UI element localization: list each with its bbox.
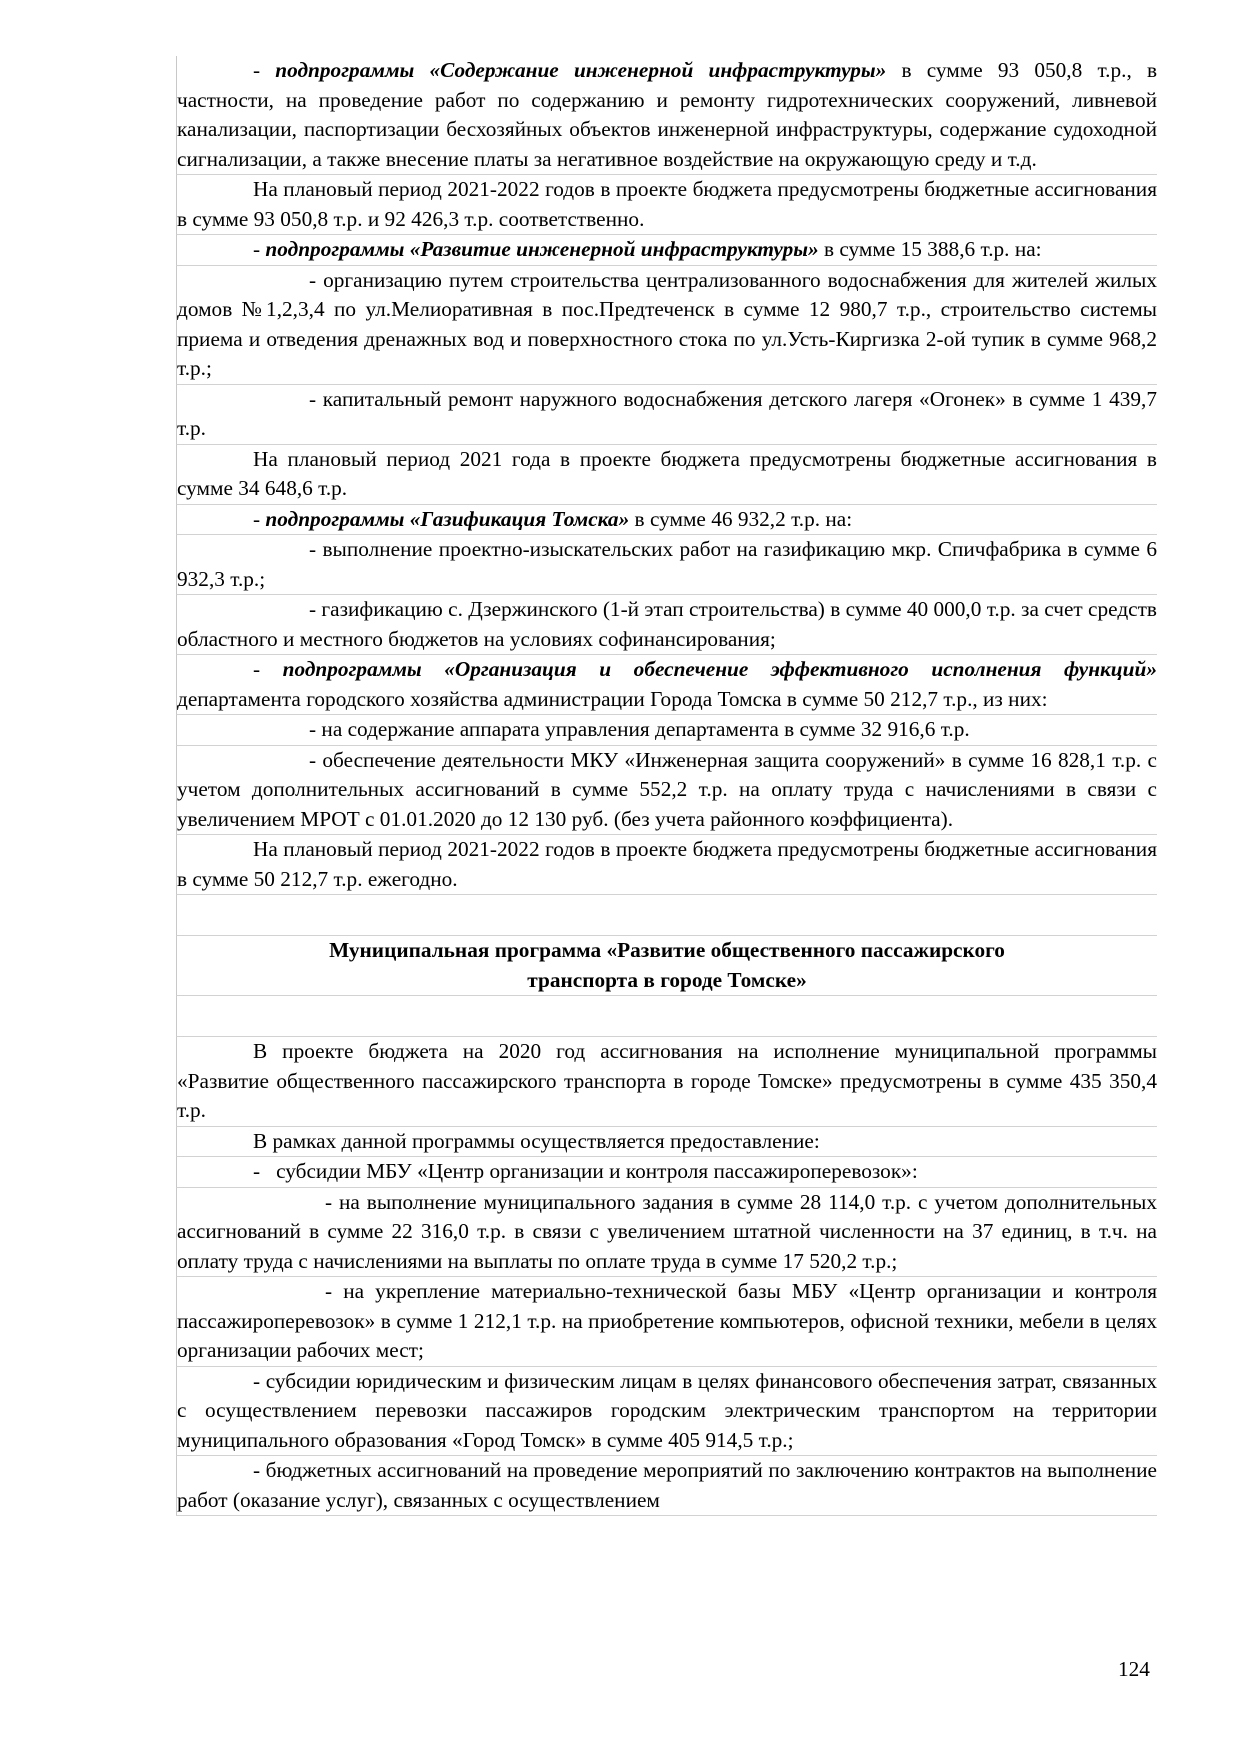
blank-line <box>176 895 1157 936</box>
paragraph-text: в сумме 15 388,6 т.р. на: <box>818 237 1042 261</box>
list-item-subsidy-mbu: - субсидии МБУ «Центр организации и контроля пассажироперевозок»: <box>176 1157 1157 1188</box>
paragraph-subprogram-maintenance <box>176 56 1157 175</box>
paragraph-program-scope: В рамках данной программы осуществляется предоставление: <box>176 1127 1157 1158</box>
paragraph-subprogram-gasification <box>176 505 1157 536</box>
paragraph-text: в сумме 93 050,8 т.р., в частности, на проведение работ по содержанию и ремонту гидротехнических сооружений, ливневой канализации, паспортизации бесхозяйных объектов инженерной инфраструктуры, содержание судоходной сигнализации, а также внесение платы за негативное воздействие на окружающую среду и т.д. <box>177 58 1158 171</box>
subprogram-title: подпрограммы «Организация и обеспечение эффективного исполнения функций» <box>282 657 1157 681</box>
paragraph-subprogram-development <box>176 235 1157 266</box>
list-item-water-supply: - организацию путем строительства централизованного водоснабжения для жителей жилых домов №1,2,3,4 по ул.Мелиоративная в пос.Предтеченск в сумме 12 980,7 т.р., строительство системы приема и отведения дренажных вод и поверхностного стока по ул.Усть-Киргизка 2-ой тупик в сумме 968,2 т.р.; <box>176 266 1157 385</box>
dash: - <box>253 506 266 531</box>
paragraph-text: департамента городского хозяйства администрации Города Томска в сумме 50 212,7 т.р., из них: <box>177 686 1048 711</box>
dash: - <box>253 58 276 82</box>
paragraph-planning-2021: На плановый период 2021 года в проекте бюджета предусмотрены бюджетные ассигнования в сумме 34 648,6 т.р. <box>176 445 1157 505</box>
list-item-material-base: - на укрепление материально-технической базы МБУ «Центр организации и контроля пассажироперевозок» в сумме 1 212,1 т.р. на приобретение компьютеров, офисной техники, мебели в целях организации рабочих мест; <box>176 1277 1157 1367</box>
dash: - <box>253 237 266 261</box>
list-item-subsidy-transport: - субсидии юридическим и физическим лицам в целях финансового обеспечения затрат, связанных с осуществлением перевозки пассажиров городским электрическим транспортом на территории муниципального образования «Город Томск» в сумме 405 914,5 т.р.; <box>176 1367 1157 1457</box>
blank-line <box>176 996 1157 1037</box>
heading-line-1: Муниципальная программа «Развитие общественного пассажирского <box>329 938 1005 962</box>
list-item-gasification: - газификацию с. Дзержинского (1-й этап строительства) в сумме 40 000,0 т.р. за счет средств областного и местного бюджетов на условиях софинансирования; <box>176 595 1157 655</box>
dash: - <box>253 657 283 681</box>
list-item-mku: - обеспечение деятельности МКУ «Инженерная защита сооружений» в сумме 16 828,1 т.р. с учетом дополнительных ассигнований в сумме 552,2 т.р. на оплату труда с начислениями в связи с увеличением МРОТ с 01.01.2020 до 12 130 руб. (без учета районного коэффициента). <box>176 746 1157 836</box>
subprogram-title: подпрограммы «Развитие инженерной инфраструктуры» <box>265 237 819 261</box>
list-item-budget-allocations: - бюджетных ассигнований на проведение мероприятий по заключению контрактов на выполнение работ (оказание услуг), связанных с осуществлением <box>176 1456 1157 1516</box>
list-item-survey-works: - выполнение проектно-изыскательских работ на газификацию мкр. Спичфабрика в сумме 6 932,3 т.р.; <box>176 535 1157 595</box>
page-number: 124 <box>1118 1657 1150 1681</box>
subprogram-title: подпрограммы «Содержание инженерной инфраструктуры» <box>275 58 887 82</box>
paragraph-program-budget: В проекте бюджета на 2020 год ассигнования на исполнение муниципальной программы «Развитие общественного пассажирского транспорта в городе Томске» предусмотрены в сумме 435 350,4 т.р. <box>176 1037 1157 1127</box>
paragraph-planning-annual: На плановый период 2021-2022 годов в проекте бюджета предусмотрены бюджетные ассигнования в сумме 50 212,7 т.р. ежегодно. <box>176 835 1157 895</box>
list-item-repair: - капитальный ремонт наружного водоснабжения детского лагеря «Огонек» в сумме 1 439,7 т.р. <box>176 385 1157 445</box>
list-item-municipal-task: - на выполнение муниципального задания в сумме 28 114,0 т.р. с учетом дополнительных ассигнований в сумме 22 316,0 т.р. в связи с увеличением штатной численности на 37 единиц, в т.ч. на оплату труда с начислениями на выплаты по оплате труда в сумме 17 520,2 т.р.; <box>176 1188 1157 1278</box>
paragraph-text: в сумме 46 932,2 т.р. на: <box>629 506 853 531</box>
heading-line-2: транспорта в городе Томске» <box>527 967 807 992</box>
list-item-apparatus: - на содержание аппарата управления департамента в сумме 32 916,6 т.р. <box>176 715 1157 746</box>
section-heading <box>176 936 1157 996</box>
document-page <box>176 56 1157 1516</box>
paragraph-subprogram-organization <box>176 655 1157 715</box>
paragraph-planning-period: На плановый период 2021-2022 годов в проекте бюджета предусмотрены бюджетные ассигнования в сумме 93 050,8 т.р. и 92 426,3 т.р. соответственно. <box>176 175 1157 235</box>
subprogram-title: подпрограммы «Газификация Томска» <box>265 506 630 531</box>
